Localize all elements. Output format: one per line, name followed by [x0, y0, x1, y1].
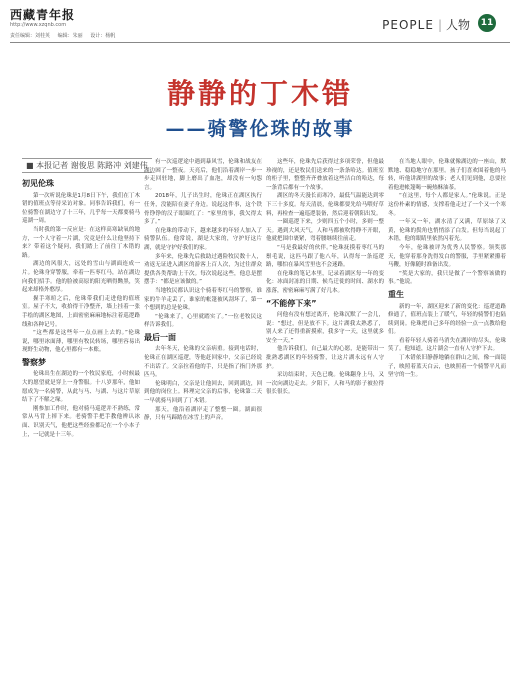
- paragraph: 问他有没有想过离开，伦珠沉默了一会儿，说：“想过，但是放不下。这片湖我太熟悉了，别人来了还得重新摸索，我多守一天，这里就多安全一天。”: [266, 312, 384, 344]
- paragraph: 新的一年，湖区迎来了新的变化：巡逻道路修通了，值班点装上了暖气，年轻的骑警们也陆续到岗。伦珠把自己多年的经验一点一点教给他们。: [388, 303, 506, 336]
- paragraph: 他告诉我们，自己最大的心愿，是能带出一批熟悉湖区的年轻骑警，让这片湖永远有人守护。: [266, 346, 384, 370]
- paragraph: 握手寒暄之后，伦珠带我们走进他的值班室。屋子不大，收拾得干净整齐，墙上挂着一张手绘的湖区地图，上面密密麻麻地标注着巡逻路线和各种记号。: [22, 295, 140, 328]
- page-number-badge: 11: [478, 14, 496, 32]
- paragraph: 湖区的冬天漫长而寒冷，最低气温能达到零下三十多度。每天清晨，伦珠都要先给马喂好草料，再检查一遍巡逻装备，然后迎着朝阳出发。: [266, 193, 384, 217]
- paragraph: 在当地人眼中，伦珠就像湖边的一座山，默默地、稳稳地守在那里。孩子们喜欢围着他的马转，听他讲湖里的故事；老人们见到他，总要拉着他进帐篷喝一碗热酥油茶。: [388, 159, 506, 191]
- section-heading: 最后一面: [144, 332, 176, 342]
- designer: 设计：杨帆: [90, 33, 116, 39]
- section-heading: 初见伦珠: [22, 179, 54, 188]
- article-column-2: [144, 158, 262, 691]
- article-column-4: [388, 158, 506, 691]
- article-subtitle: ——骑警伦珠的故事: [165, 118, 355, 140]
- paragraph: 这些年，伦珠先后获得过多项荣誉，但他最珍视的，还是牧民们送来的一条条哈达。值班室的柜子里，整整齐齐叠放着这些洁白的哈达，每一条背后都有一个故事。: [266, 159, 384, 191]
- paragraph: “这些都是这些年一点点画上去的。”伦珠说，哪里冰面薄，哪里有牧民转场，哪里容易出现野生动物，他心里都有一本账。: [22, 330, 140, 354]
- paragraph: 2018年，儿子出生时，伦珠正在湖区执行任务，没能陪在妻子身边。说起这件事，这个铁骨铮铮的汉子眼圈红了：“家里的事，我欠得太多了。”: [144, 193, 262, 226]
- editor: 编辑：朱丽: [57, 33, 83, 39]
- paragraph: “马是我最好的伙伴。”伦珠抚摸着枣红马的鬃毛说，这匹马跟了他八年，认得每一条巡逻路，哪怕在暴风雪里也不会迷路。: [266, 244, 384, 269]
- paragraph: “在这里，每个人都是家人。”伦珠说。正是这份朴素的情感，支撑着他走过了一个又一个寒冬。: [388, 193, 506, 217]
- paragraph: 那天，他沿着湖岸走了整整一圈。湖面很静，只有马蹄踏在冰雪上的声音。: [144, 406, 262, 422]
- newspaper-url: http://www.xzqnb.com: [10, 22, 67, 28]
- section-heading: 重生: [388, 289, 404, 299]
- article-column-1: [22, 176, 140, 691]
- paragraph: 当时我的第一反应是：在这样高寒缺氧的地方，一个人守着一片湖，究竟是什么让他坚持下来？带着这个疑问，我们踏上了前往丁木错的路。: [22, 226, 140, 259]
- paragraph: 在伦珠的笔记本里，记录着湖区每一年的变化：冰面封冻的日期、候鸟迁徙的时间、湖水的涨落，密密麻麻写满了好几本。: [266, 270, 384, 294]
- paragraph: 刚参加工作时，他对骑马巡逻并不熟练，常常从马背上摔下来。老骑警手把手教他辨认冰面、识别天气，他把这些经验都记在一个小本子上，一记就是十三年。: [22, 405, 140, 438]
- section-label-cn: 人物: [445, 18, 470, 32]
- paragraph: 采访结束时，天色已晚。伦珠翻身上马，又一次向湖边走去。夕阳下，人和马的影子被拉得很长很长。: [266, 372, 384, 396]
- paragraph: 一圈巡逻下来，少则四五个小时，多则一整天。遇到大风天气，人和马都被吹得睁不开眼，他就把围巾裹紧，弯着腰继续往前走。: [266, 219, 384, 243]
- paragraph: 丁木错依旧静静地躺在群山之间，像一面镜子，映照着蓝天白云，也映照着一个骑警平凡而坚守的一生。: [388, 355, 506, 379]
- editor-chief: 责任编辑：刘桂英: [10, 33, 51, 39]
- paragraph: 伦珠明白，父亲是让他回去，回到湖边，回到他的岗位上。料理完父亲的后事，伦珠第二天一早就骑马回到了丁木错。: [144, 380, 262, 405]
- newspaper-logo: 西藏青年报: [10, 8, 76, 22]
- section-separator: |: [437, 18, 442, 32]
- paragraph: 一年又一年，湖水清了又满，草原绿了又黄，伦珠的鬓角也悄悄添了白发。但每当说起丁木错，他的眼睛里依然闪着光。: [388, 219, 506, 243]
- article-title: 静静的丁木错: [166, 77, 353, 110]
- paragraph: 多年来，伦珠先后救助过遇险牧民数十人，劝返无证进入湖区的游客上百人次，为过往群众提供各类帮助上千次。每次说起这些，他总是摆摆手：“都是应该做的。”: [144, 253, 262, 286]
- paragraph: 当地牧民都认识这个骑着枣红马的警察，谁家的牛羊走丢了，谁家的帐篷被风刮坏了，第一个想到的总是伦珠。: [144, 287, 262, 312]
- byline: ■ 本报记者 谢俊思 陈路冲 刘建伟: [22, 158, 152, 173]
- paragraph: “伦珠来了，心里就踏实了。”一位老牧民这样告诉我们。: [144, 313, 262, 329]
- section-heading: “不能停下来”: [266, 298, 317, 308]
- paragraph: 去年冬天，伦珠的父亲病重。接到电话时，伦珠正在湖区巡逻，等他赶回家中，父亲已经说不出话了。父亲拉着他的手，只是指了指门外那匹马。: [144, 346, 262, 379]
- paragraph: 伦珠出生在湖边的一个牧民家庭，小时候最大的愿望就是穿上一身警服。十八岁那年，他如愿成为一名骑警，从此与马、与湖、与这片草原结下了不解之缘。: [22, 371, 140, 404]
- paragraph: 有一次巡逻途中遇到暴风雪，伦珠和战友在湖边困了一整夜。天亮后，他们沿着湖岸一步一步走回驻地，脚上磨出了血泡，却没有一句怨言。: [144, 159, 262, 191]
- editor-info: [10, 32, 121, 39]
- masthead: [10, 6, 510, 40]
- article-column-3: [266, 158, 384, 691]
- paragraph: 看着年轻人骑着马消失在湖岸的尽头，伦珠笑了。他知道，这片湖会一直有人守护下去。: [388, 337, 506, 353]
- paragraph: 今年，伦珠被评为优秀人民警察。领奖那天，他穿着那身洗得发白的警服，手里紧紧攥着马鞭，好像随时准备出发。: [388, 244, 506, 269]
- paragraph: 在伦珠的带动下，越来越多的年轻人加入了骑警队伍。他常说，湖是大家的，守护好这片湖，就是守护好我们的家。: [144, 227, 262, 251]
- header-rule: [10, 42, 510, 43]
- section-label-en: PEOPLE: [382, 18, 434, 32]
- section-label: [382, 16, 470, 33]
- section-heading: 警察梦: [22, 357, 46, 367]
- paragraph: 第一次听说伦珠是1月8日下午，我们在丁木错的值班点等待采访对象。同事告诉我们，有一位骑警在湖边守了十三年，几乎每一天都要骑马巡湖一周。: [22, 192, 140, 225]
- paragraph: “奖是大家的，我只是做了一个警察该做的事。”他说。: [388, 270, 506, 286]
- paragraph: 湖边的风很大，远处的雪山与湖面连成一片。伦珠身穿警服，牵着一匹枣红马，站在湖边向我们招手。他的脸被高原的阳光晒得黝黑，笑起来却格外憨厚。: [22, 261, 140, 294]
